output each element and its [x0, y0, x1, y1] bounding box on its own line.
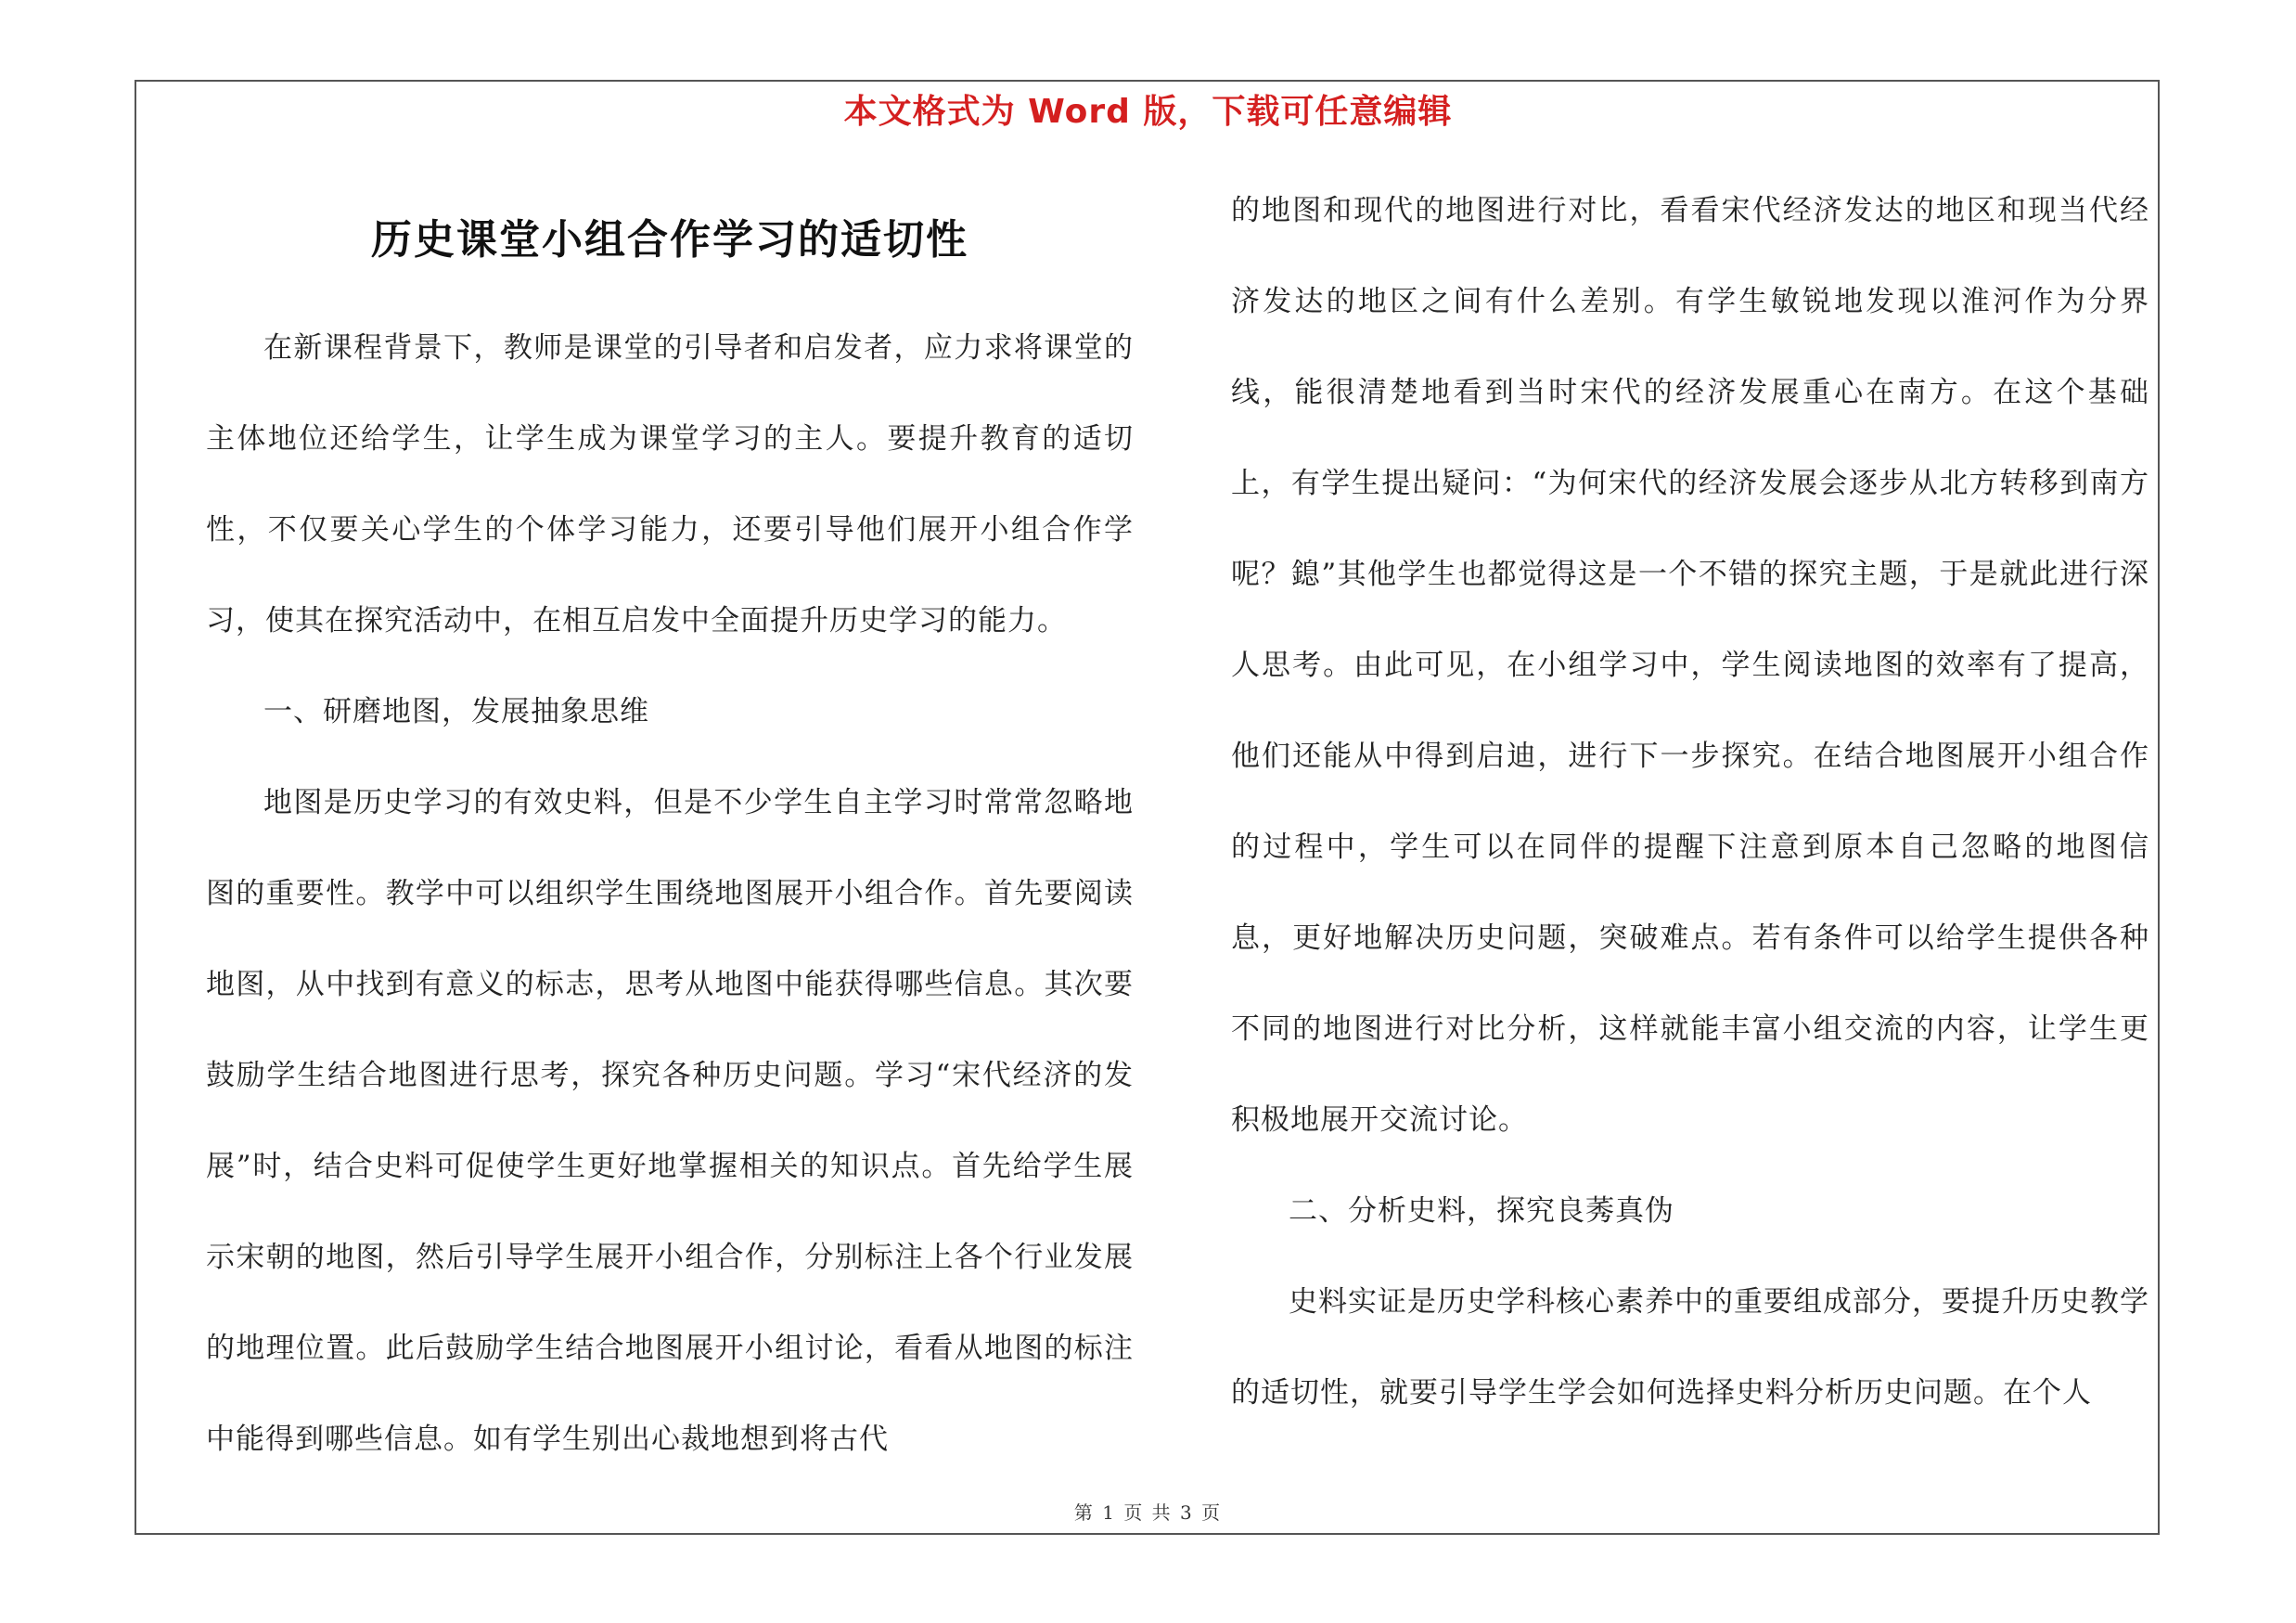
paragraph: 地图是历史学习的有效史料，但是不少学生自主学习时常常忽略地图的重要性。教学中可以组织学生围绕地图展开小组合作。首先要阅读地图，从中找到有意义的标志，思考从地图中能获得哪些信息。其次要鼓励学生结合地图进行思考，探究各种历史问题。学习“宋代经济的发展”时，结合史料可促使学生更好地掌握相关的知识点。首先给学生展示宋朝的地图，然后引导学生展开小组合作，分别标注上各个行业发展的地理位置。此后鼓励学生结合地图展开小组讨论，看看从地图的标注中能得到哪些信息。如有学生别出心裁地想到将古代 — [206, 786, 1134, 1456]
document-title: 历史课堂小组合作学习的适切性 — [371, 216, 968, 264]
page-number-footer: 第 1 页 共 3 页 — [1073, 1501, 1223, 1524]
section-heading: 二、分析史料，探究良莠真伪 — [1289, 1194, 1674, 1228]
right-column — [1231, 165, 2149, 1438]
paragraph: 在新课程背景下，教师是课堂的引导者和启发者，应力求将课堂的主体地位还给学生，让学生成为课堂学习的主人。要提升教育的适切性，不仅要关心学生的个体学习能力，还要引导他们展开小组合作学习，使其在探究活动中，在相互启发中全面提升历史学习的能力。 — [206, 331, 1134, 638]
paragraph: 史料实证是历史学科核心素养中的重要组成部分，要提升历史教学的适切性，就要引导学生学会如何选择史料分析历史问题。在个人 — [1231, 1285, 2149, 1410]
word-format-banner: 本文格式为 Word 版，下载可任意编辑 — [843, 93, 1453, 131]
left-column — [206, 303, 1134, 1485]
paragraph-continued: 的地图和现代的地图进行对比，看看宋代经济发达的地区和现当代经济发达的地区之间有什么差别。有学生敏锐地发现以淮河作为分界线，能很清楚地看到当时宋代的经济发展重心在南方。在这个基础上，有学生提出疑问：“为何宋代的经济发展会逐步从北方转移到南方呢？鎴”其他学生也都觉得这是一个不错的探究主题，于是就此进行深人思考。由此可见，在小组学习中，学生阅读地图的效率有了提高，他们还能从中得到启迪，进行下一步探究。在结合地图展开小组合作的过程中，学生可以在同伴的提醒下注意到原本自己忽略的地图信息，更好地解决历史问题，突破难点。若有条件可以给学生提供各种不同的地图进行对比分析，这样就能丰富小组交流的内容，让学生更积极地展开交流讨论。 — [1231, 194, 2149, 1137]
section-heading: 一、研磨地图，发展抽象思维 — [263, 695, 649, 728]
